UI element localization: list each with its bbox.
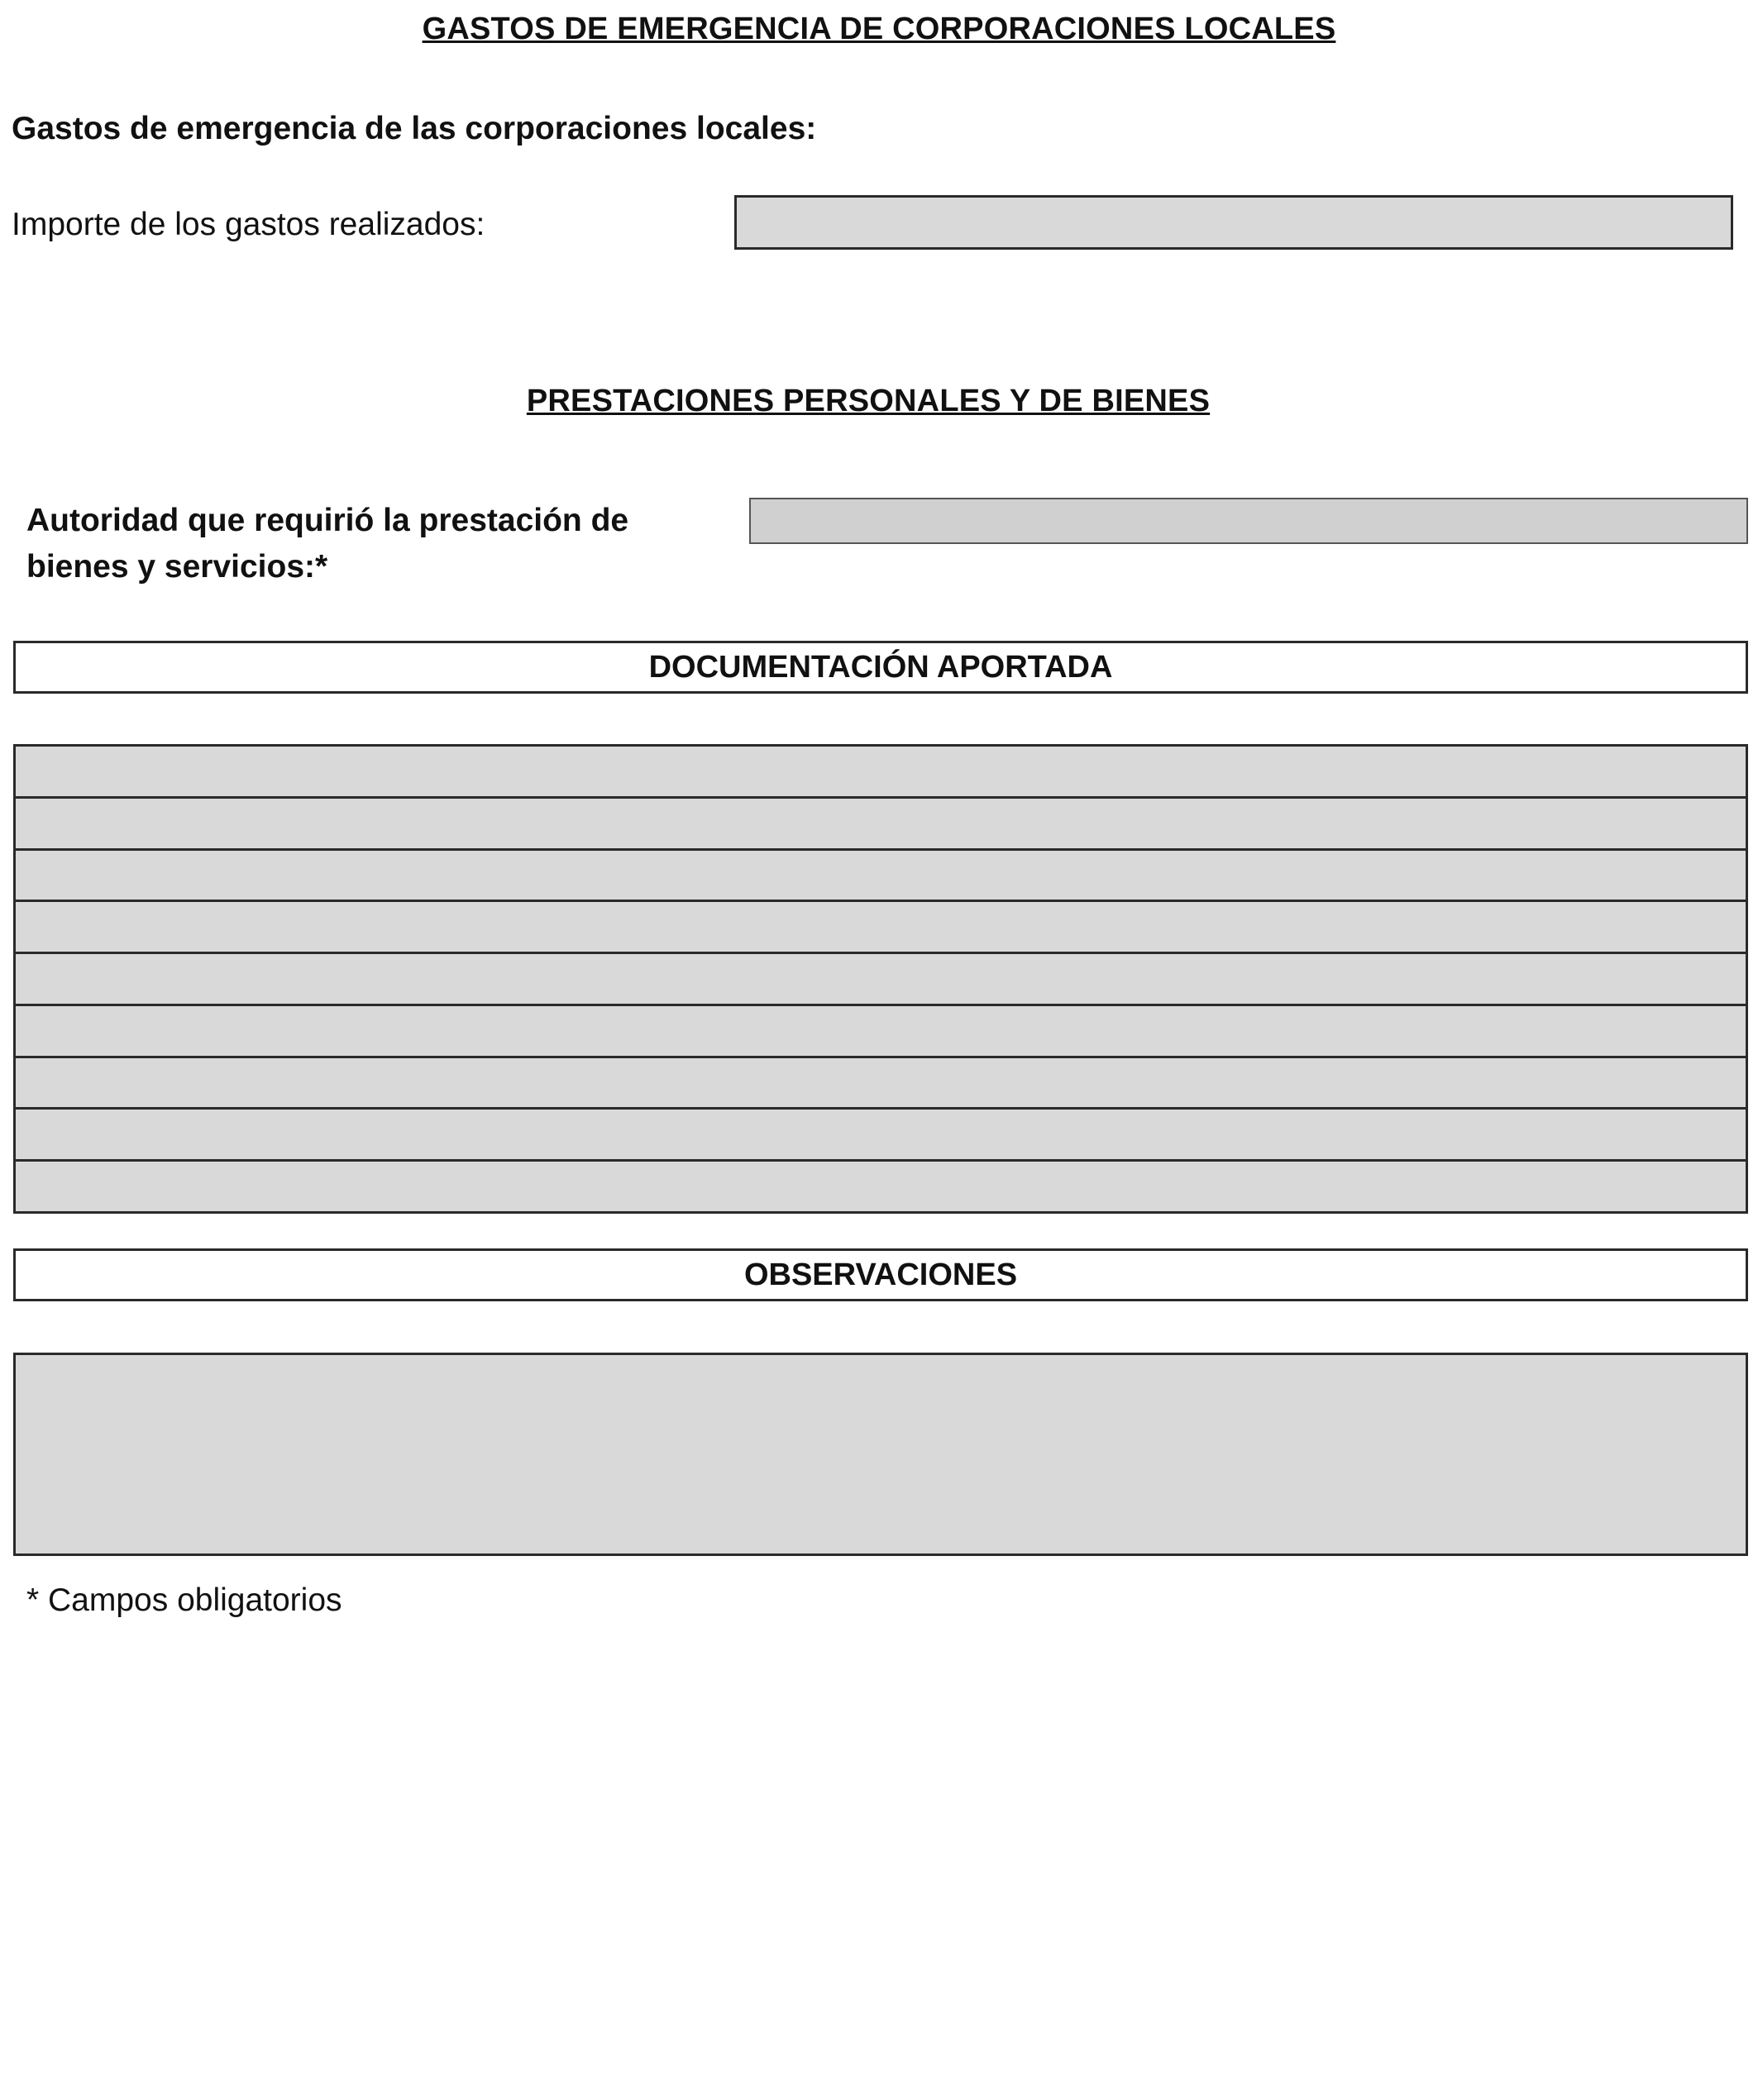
documentacion-row-8[interactable] [16,1110,1746,1162]
autoridad-label [26,498,628,590]
documentacion-row-4[interactable] [16,902,1746,954]
section-subtitle: PRESTACIONES PERSONALES Y DE BIENES [526,384,1211,418]
documentacion-row-9[interactable] [16,1162,1746,1211]
documentacion-row-1[interactable] [16,747,1746,799]
importe-input[interactable] [734,195,1733,250]
documentacion-table [13,744,1748,1214]
documentacion-header: DOCUMENTACIÓN APORTADA [13,641,1748,694]
documentacion-row-5[interactable] [16,954,1746,1006]
importe-label: Importe de los gastos realizados: [12,207,485,242]
page-title: GASTOS DE EMERGENCIA DE CORPORACIONES LOCALES [422,12,1336,46]
autoridad-label-line1: Autoridad que requirió la prestación de [26,503,629,538]
documentacion-row-7[interactable] [16,1058,1746,1110]
autoridad-label-line2: bienes y servicios:* [26,549,328,585]
observaciones-header: OBSERVACIONES [13,1248,1748,1301]
required-fields-note: * Campos obligatorios [26,1582,342,1618]
documentacion-row-2[interactable] [16,799,1746,851]
documentacion-row-6[interactable] [16,1006,1746,1058]
observaciones-textarea[interactable] [13,1353,1748,1556]
section-heading: Gastos de emergencia de las corporaciones locales: [12,111,817,146]
autoridad-input[interactable] [749,498,1748,544]
documentacion-row-3[interactable] [16,851,1746,903]
